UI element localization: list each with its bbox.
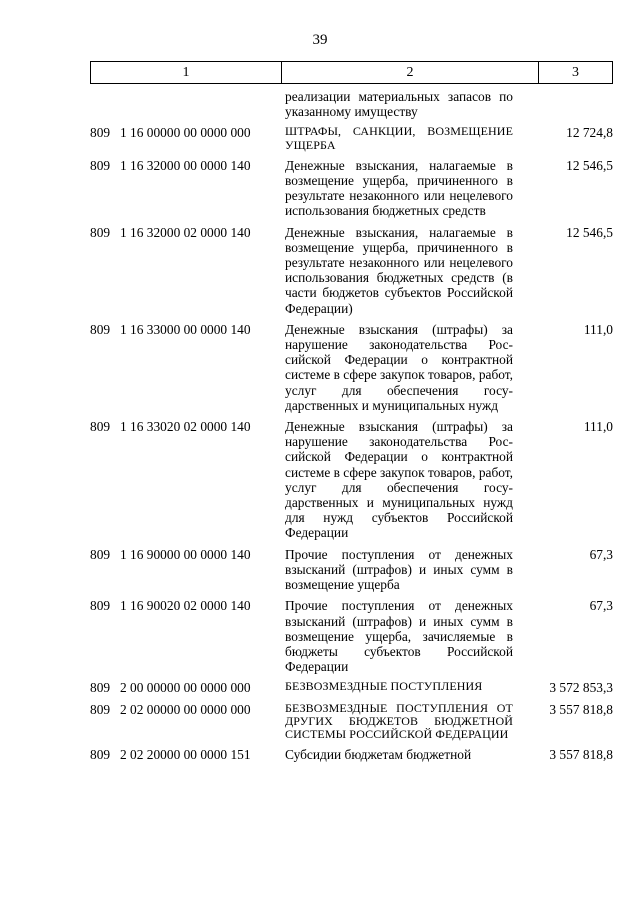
revenue-name: Денежные взыскания, налагаемые в возмещение ущерба, причиненного в результате незаконного или нецелевого использования бюджетных средств bbox=[285, 157, 513, 219]
code-cell bbox=[90, 547, 285, 593]
table-row bbox=[90, 322, 613, 413]
code-cell bbox=[90, 419, 285, 541]
budget-classification-code: 1 16 90000 00 0000 140 bbox=[120, 546, 251, 562]
table-row bbox=[90, 680, 613, 695]
budget-classification-code: 1 16 32000 02 0000 140 bbox=[120, 224, 251, 240]
table-row bbox=[90, 598, 613, 674]
code-cell bbox=[90, 125, 285, 151]
column-header-1: 1 bbox=[91, 62, 282, 84]
revenue-name: БЕЗВОЗМЕЗДНЫЕ ПОСТУПЛЕНИЯ ОТ ДРУГИХ БЮДЖЕТОВ БЮДЖЕТНОЙ СИСТЕМЫ РОССИЙСКОЙ ФЕДЕРАЦИИ bbox=[285, 700, 513, 741]
page-number: 39 bbox=[312, 32, 328, 48]
revenue-name: ШТРАФЫ, САНКЦИИ, ВОЗМЕЩЕНИЕ УЩЕРБА bbox=[285, 124, 513, 152]
budget-classification-code: 1 16 33000 00 0000 140 bbox=[120, 321, 251, 337]
amount-value: 3 557 818,8 bbox=[549, 701, 613, 717]
amount-value: 67,3 bbox=[589, 546, 613, 562]
admin-code bbox=[90, 89, 120, 119]
table-row bbox=[90, 225, 613, 316]
amount-value bbox=[513, 89, 613, 119]
amount-value: 3 557 818,8 bbox=[549, 747, 613, 763]
table-row bbox=[90, 747, 613, 762]
revenue-name: Прочие поступления от денежных взысканий (штрафов) и иных сумм в возмещение ущерба, зачисляемые в бюджеты субъектов Российской Федерации bbox=[285, 598, 513, 675]
budget-classification-code: 1 16 33020 02 0000 140 bbox=[120, 419, 251, 435]
amount-value: 111,0 bbox=[583, 321, 613, 337]
revenue-name: Субсидии бюджетам бюджетной bbox=[285, 747, 472, 763]
budget-table-body bbox=[90, 89, 613, 768]
table-row bbox=[90, 702, 613, 742]
code-cell bbox=[90, 89, 285, 119]
revenue-name: Прочие поступления от денежных взысканий (штрафов) и иных сумм в возмещение ущерба bbox=[285, 546, 513, 593]
amount-value: 67,3 bbox=[589, 598, 613, 614]
revenue-name: Денежные взыскания (штрафы) за нарушение законодательства Российской Федерации о контрактной системе в сфере закупок товаров, работ, услуг для обеспечения государственных и муниципальных нужд для нужд субъектов Российской Федерации bbox=[285, 419, 513, 541]
budget-classification-code: 2 02 00000 00 0000 000 bbox=[120, 701, 251, 717]
budget-classification-code: 2 02 20000 00 0000 151 bbox=[120, 747, 251, 763]
admin-code: 809 bbox=[90, 680, 111, 696]
code-cell bbox=[90, 225, 285, 316]
table-row bbox=[90, 158, 613, 219]
budget-classification-code: 1 16 32000 00 0000 140 bbox=[120, 157, 251, 173]
table-row bbox=[90, 547, 613, 593]
code-cell bbox=[90, 598, 285, 674]
admin-code: 809 bbox=[90, 125, 111, 141]
column-header-2: 2 bbox=[282, 62, 539, 84]
admin-code: 809 bbox=[90, 419, 111, 435]
admin-code: 809 bbox=[90, 546, 111, 562]
budget-classification-code: 1 16 90020 02 0000 140 bbox=[120, 598, 251, 614]
admin-code: 809 bbox=[90, 157, 111, 173]
admin-code: 809 bbox=[90, 224, 111, 240]
table-row bbox=[90, 419, 613, 541]
table-row bbox=[90, 125, 613, 151]
amount-value: 12 546,5 bbox=[566, 224, 613, 240]
code-cell bbox=[90, 158, 285, 219]
column-header-3: 3 bbox=[539, 62, 613, 84]
admin-code: 809 bbox=[90, 701, 111, 717]
amount-value: 12 546,5 bbox=[566, 157, 613, 173]
amount-value: 3 572 853,3 bbox=[549, 680, 613, 696]
revenue-name: реализации материальных запасов по указанному имуществу bbox=[285, 89, 513, 120]
code-cell bbox=[90, 702, 285, 742]
budget-classification-code bbox=[120, 89, 285, 119]
revenue-name: Денежные взыскания (штрафы) за нарушение законодательства Российской Федерации о контрактной системе в сфере закупок товаров, работ, услуг для обеспечения государственных и муниципальных нужд bbox=[285, 321, 513, 413]
code-cell bbox=[90, 747, 285, 762]
code-cell bbox=[90, 322, 285, 413]
revenue-name: Денежные взыскания, налагаемые в возмещение ущерба, причиненного в результате незаконного или нецелевого использования бюджетных средств (в части бюджетов субъектов Российской Федерации) bbox=[285, 224, 513, 316]
admin-code: 809 bbox=[90, 598, 111, 614]
column-header-table bbox=[90, 61, 613, 84]
amount-value: 111,0 bbox=[583, 419, 613, 435]
admin-code: 809 bbox=[90, 321, 111, 337]
code-cell bbox=[90, 680, 285, 695]
table-row bbox=[90, 89, 613, 119]
admin-code: 809 bbox=[90, 747, 111, 763]
revenue-name: БЕЗВОЗМЕЗДНЫЕ ПОСТУПЛЕНИЯ bbox=[285, 679, 483, 694]
budget-classification-code: 2 00 00000 00 0000 000 bbox=[120, 680, 251, 696]
budget-classification-code: 1 16 00000 00 0000 000 bbox=[120, 125, 251, 141]
amount-value: 12 724,8 bbox=[566, 125, 613, 141]
